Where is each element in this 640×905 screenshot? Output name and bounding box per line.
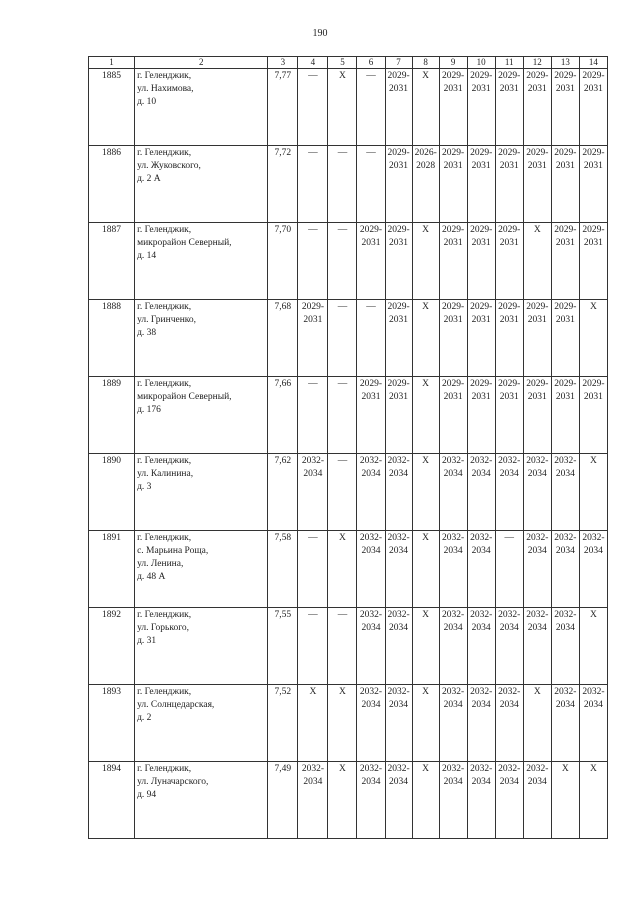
period-cell: 2032- 2034 — [385, 608, 412, 685]
period-cell: 2032- 2034 — [523, 454, 551, 531]
period-cell: — — [357, 146, 385, 223]
row-number: 1890 — [89, 454, 135, 531]
column-header-2: 2 — [135, 57, 268, 69]
period-cell: 2029- 2031 — [385, 146, 412, 223]
table-row — [89, 608, 608, 685]
period-cell: X — [328, 685, 357, 762]
period-cell: 2029- 2031 — [298, 300, 328, 377]
table-row — [89, 685, 608, 762]
period-cell: 2029- 2031 — [385, 223, 412, 300]
period-cell: X — [328, 531, 357, 608]
period-cell: 2029- 2031 — [439, 223, 467, 300]
column-header-1: 1 — [89, 57, 135, 69]
period-cell: X — [412, 608, 439, 685]
period-cell: X — [328, 762, 357, 839]
period-cell: — — [495, 531, 523, 608]
period-cell: 2029- 2031 — [495, 377, 523, 454]
address-cell: г. Геленджик, ул. Нахимова, д. 10 — [135, 69, 268, 146]
row-number: 1892 — [89, 608, 135, 685]
header-row — [89, 57, 608, 69]
period-cell: 2032- 2034 — [551, 531, 579, 608]
period-cell: 2029- 2031 — [439, 146, 467, 223]
period-cell: X — [412, 685, 439, 762]
address-cell: г. Геленджик, ул. Калинина, д. 3 — [135, 454, 268, 531]
period-cell: 2029- 2031 — [467, 223, 495, 300]
period-cell: 2029- 2031 — [551, 377, 579, 454]
period-cell: — — [357, 69, 385, 146]
row-number: 1887 — [89, 223, 135, 300]
column-header-10: 10 — [467, 57, 495, 69]
value-cell: 7,52 — [268, 685, 298, 762]
table-row — [89, 146, 608, 223]
table-row — [89, 223, 608, 300]
period-cell: 2029- 2031 — [385, 377, 412, 454]
row-number: 1888 — [89, 300, 135, 377]
period-cell: 2029- 2031 — [495, 146, 523, 223]
period-cell: X — [579, 454, 607, 531]
period-cell: 2032- 2034 — [495, 454, 523, 531]
row-number: 1893 — [89, 685, 135, 762]
period-cell: 2032- 2034 — [439, 531, 467, 608]
period-cell: 2032- 2034 — [385, 531, 412, 608]
period-cell: X — [579, 608, 607, 685]
column-header-8: 8 — [412, 57, 439, 69]
value-cell: 7,49 — [268, 762, 298, 839]
period-cell: 2032- 2034 — [523, 762, 551, 839]
column-header-11: 11 — [495, 57, 523, 69]
column-header-9: 9 — [439, 57, 467, 69]
period-cell: 2029- 2031 — [523, 377, 551, 454]
period-cell: 2029- 2031 — [467, 69, 495, 146]
row-number: 1894 — [89, 762, 135, 839]
address-cell: г. Геленджик, микрорайон Северный, д. 176 — [135, 377, 268, 454]
period-cell: 2029- 2031 — [467, 146, 495, 223]
registry-table — [88, 56, 608, 839]
period-cell: 2032- 2034 — [439, 685, 467, 762]
period-cell: 2029- 2031 — [495, 69, 523, 146]
period-cell: 2029- 2031 — [579, 69, 607, 146]
table-row — [89, 69, 608, 146]
period-cell: 2029- 2031 — [495, 223, 523, 300]
period-cell: 2032- 2034 — [467, 762, 495, 839]
period-cell: 2029- 2031 — [467, 300, 495, 377]
period-cell: — — [298, 69, 328, 146]
value-cell: 7,66 — [268, 377, 298, 454]
period-cell: 2032- 2034 — [385, 762, 412, 839]
period-cell: X — [298, 685, 328, 762]
period-cell: — — [328, 454, 357, 531]
period-cell: 2029- 2031 — [523, 146, 551, 223]
period-cell: 2029- 2031 — [579, 223, 607, 300]
address-cell: г. Геленджик, ул. Солнцедарская, д. 2 — [135, 685, 268, 762]
row-number: 1891 — [89, 531, 135, 608]
period-cell: 2032- 2034 — [551, 685, 579, 762]
column-header-6: 6 — [357, 57, 385, 69]
period-cell: X — [412, 223, 439, 300]
period-cell: 2032- 2034 — [298, 762, 328, 839]
period-cell: — — [328, 223, 357, 300]
period-cell: 2032- 2034 — [551, 454, 579, 531]
value-cell: 7,77 — [268, 69, 298, 146]
table-row — [89, 454, 608, 531]
period-cell: 2029- 2031 — [467, 377, 495, 454]
period-cell: — — [298, 608, 328, 685]
value-cell: 7,68 — [268, 300, 298, 377]
table-row — [89, 377, 608, 454]
period-cell: 2032- 2034 — [523, 531, 551, 608]
address-cell: г. Геленджик, ул. Горького, д. 31 — [135, 608, 268, 685]
period-cell: X — [412, 69, 439, 146]
address-cell: г. Геленджик, ул. Гринченко, д. 38 — [135, 300, 268, 377]
period-cell: 2032- 2034 — [495, 685, 523, 762]
period-cell: 2029- 2031 — [523, 300, 551, 377]
period-cell: 2032- 2034 — [467, 454, 495, 531]
period-cell: 2032- 2034 — [467, 531, 495, 608]
period-cell: 2032- 2034 — [298, 454, 328, 531]
period-cell: 2032- 2034 — [467, 685, 495, 762]
period-cell: 2032- 2034 — [551, 608, 579, 685]
address-cell: г. Геленджик, с. Марьина Роща, ул. Ленина, д. 48 А — [135, 531, 268, 608]
period-cell: X — [523, 223, 551, 300]
address-cell: г. Геленджик, ул. Жуковского, д. 2 А — [135, 146, 268, 223]
row-number: 1889 — [89, 377, 135, 454]
period-cell: 2032- 2034 — [439, 608, 467, 685]
period-cell: 2032- 2034 — [523, 608, 551, 685]
period-cell: X — [328, 69, 357, 146]
period-cell: X — [412, 300, 439, 377]
period-cell: 2032- 2034 — [579, 685, 607, 762]
period-cell: — — [357, 300, 385, 377]
row-number: 1885 — [89, 69, 135, 146]
period-cell: 2032- 2034 — [467, 608, 495, 685]
period-cell: 2032- 2034 — [495, 762, 523, 839]
column-header-4: 4 — [298, 57, 328, 69]
period-cell: 2029- 2031 — [385, 69, 412, 146]
period-cell: 2029- 2031 — [357, 223, 385, 300]
period-cell: 2029- 2031 — [579, 377, 607, 454]
period-cell: 2032- 2034 — [357, 685, 385, 762]
period-cell: X — [412, 377, 439, 454]
period-cell: 2032- 2034 — [495, 608, 523, 685]
period-cell: — — [328, 608, 357, 685]
period-cell: 2032- 2034 — [385, 454, 412, 531]
period-cell: 2032- 2034 — [385, 685, 412, 762]
period-cell: — — [298, 223, 328, 300]
period-cell: — — [298, 531, 328, 608]
period-cell: — — [328, 300, 357, 377]
table-header — [89, 57, 608, 69]
period-cell: X — [551, 762, 579, 839]
address-cell: г. Геленджик, микрорайон Северный, д. 14 — [135, 223, 268, 300]
period-cell: 2029- 2031 — [551, 69, 579, 146]
column-header-3: 3 — [268, 57, 298, 69]
table-row — [89, 762, 608, 839]
table-row — [89, 531, 608, 608]
period-cell: — — [298, 377, 328, 454]
period-cell: 2029- 2031 — [439, 69, 467, 146]
period-cell: 2032- 2034 — [357, 608, 385, 685]
period-cell: 2032- 2034 — [357, 531, 385, 608]
period-cell: 2029- 2031 — [551, 300, 579, 377]
period-cell: 2032- 2034 — [357, 454, 385, 531]
period-cell: 2032- 2034 — [579, 531, 607, 608]
period-cell: 2029- 2031 — [551, 146, 579, 223]
column-header-13: 13 — [551, 57, 579, 69]
period-cell: X — [579, 300, 607, 377]
period-cell: 2029- 2031 — [385, 300, 412, 377]
period-cell: X — [412, 762, 439, 839]
value-cell: 7,72 — [268, 146, 298, 223]
period-cell: 2029- 2031 — [551, 223, 579, 300]
period-cell: 2032- 2034 — [357, 762, 385, 839]
period-cell: X — [579, 762, 607, 839]
period-cell: 2029- 2031 — [439, 377, 467, 454]
period-cell: X — [523, 685, 551, 762]
value-cell: 7,70 — [268, 223, 298, 300]
period-cell: 2032- 2034 — [439, 454, 467, 531]
period-cell: 2026- 2028 — [412, 146, 439, 223]
period-cell: — — [328, 146, 357, 223]
period-cell: 2032- 2034 — [439, 762, 467, 839]
period-cell: 2029- 2031 — [495, 300, 523, 377]
period-cell: 2029- 2031 — [579, 146, 607, 223]
column-header-5: 5 — [328, 57, 357, 69]
period-cell: 2029- 2031 — [439, 300, 467, 377]
period-cell: — — [328, 377, 357, 454]
period-cell: X — [412, 454, 439, 531]
column-header-7: 7 — [385, 57, 412, 69]
table-body — [89, 69, 608, 839]
period-cell: X — [412, 531, 439, 608]
table-row — [89, 300, 608, 377]
value-cell: 7,55 — [268, 608, 298, 685]
value-cell: 7,62 — [268, 454, 298, 531]
value-cell: 7,58 — [268, 531, 298, 608]
column-header-14: 14 — [579, 57, 607, 69]
period-cell: 2029- 2031 — [357, 377, 385, 454]
row-number: 1886 — [89, 146, 135, 223]
column-header-12: 12 — [523, 57, 551, 69]
address-cell: г. Геленджик, ул. Луначарского, д. 94 — [135, 762, 268, 839]
page-number: 190 — [312, 28, 328, 39]
period-cell: 2029- 2031 — [523, 69, 551, 146]
period-cell: — — [298, 146, 328, 223]
